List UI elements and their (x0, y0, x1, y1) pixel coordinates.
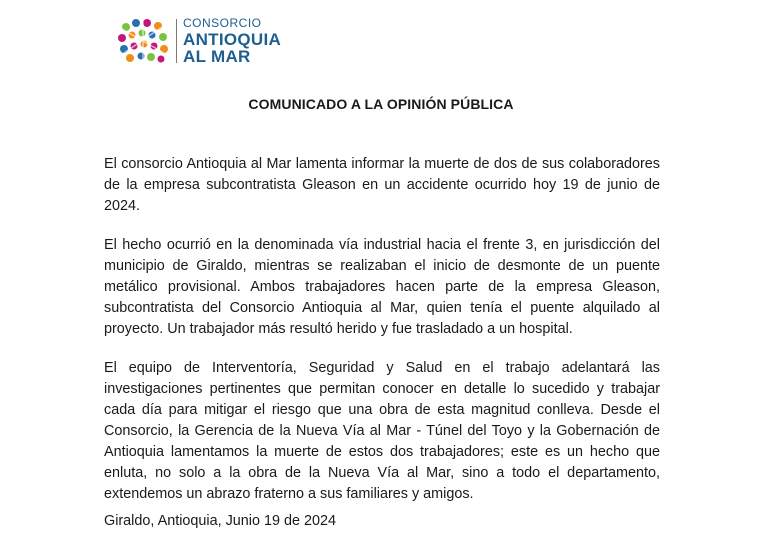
document-title: COMUNICADO A LA OPINIÓN PÚBLICA (248, 96, 514, 112)
paragraph-3: El equipo de Interventoría, Seguridad y Salud en el trabajo adelantará las investigaciones pertinentes que permitan conocer en detalle lo sucedido y trabajar cada día para mitigar el riesgo que una obra de esta magnitud conlleva. Desde el Consorcio, la Gerencia de la Nueva Vía al Mar - Túnel del Toyo y la Gobernación de Antioquia lamentamos la muerte de estos dos trabajadores; este es un hecho que enluta, no solo a la obra de la Nueva Vía al Mar, sino a todo el departamento, extendemos un abrazo fraterno a sus familiares y amigos. (104, 360, 660, 502)
consortium-flower-logo-icon (114, 17, 172, 65)
logo-divider (176, 19, 177, 63)
paragraph-2: El hecho ocurrió en la denominada vía industrial hacia el frente 3, en jurisdicción del municipio de Giraldo, mientras se realizaban el inicio de desmonte de un puente metálico provisional. Ambos trabajadores hacen parte de la empresa Gleason, subcontratista del Consorcio Antioquia al Mar, quien tenía el puente alquilado al proyecto. Un trabajador más resultó herido y fue trasladado a un hospital. (104, 237, 660, 337)
logo (114, 14, 281, 68)
signature-line: Giraldo, Antioquia, Junio 19 de 2024 (104, 513, 337, 529)
logo-antioquia: ANTIOQUIA (183, 30, 282, 49)
logo-consorcio: CONSORCIO (183, 16, 262, 30)
logo-al-mar: AL MAR (183, 47, 251, 66)
paragraph-1: El consorcio Antioquia al Mar lamenta informar la muerte de dos de sus colaboradores de la empresa subcontratista Gleason en un accidente ocurrido hoy 19 de junio de 2024. (104, 156, 660, 214)
logo-text (183, 17, 281, 65)
